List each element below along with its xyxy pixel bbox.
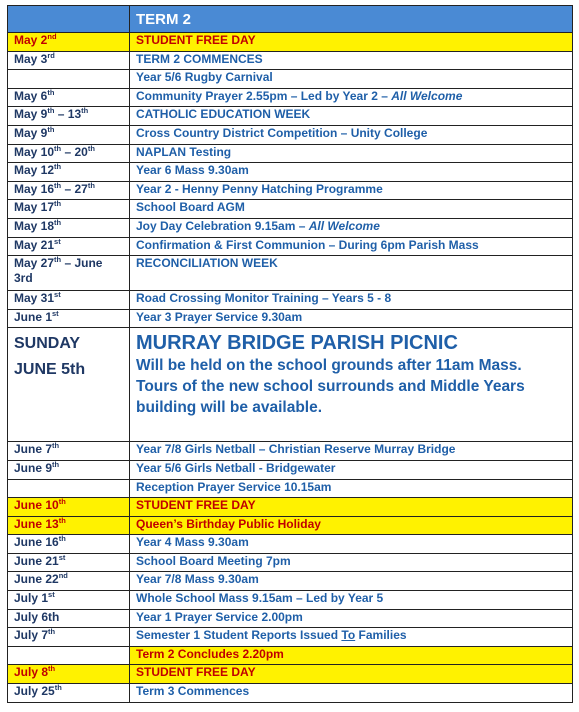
date-cell: May 10th – 20th: [8, 144, 130, 163]
date-cell: [8, 646, 130, 665]
table-row: [8, 572, 573, 591]
event-cell: School Board AGM: [130, 200, 573, 219]
event-cell: Whole School Mass 9.15am – Led by Year 5: [130, 591, 573, 610]
table-row: [8, 88, 573, 107]
table-row: [8, 479, 573, 498]
date-cell: June 21st: [8, 553, 130, 572]
event-cell: Confirmation & First Communion – During 6pm Parish Mass: [130, 237, 573, 256]
table-row: [8, 51, 573, 70]
table-row: [8, 144, 573, 163]
picnic-date: JUNE 5th: [14, 361, 86, 379]
event-cell: Year 4 Mass 9.30am: [130, 535, 573, 554]
event-cell: TERM 2 COMMENCES: [130, 51, 573, 70]
event-cell: Year 6 Mass 9.30am: [130, 163, 573, 182]
date-cell: May 18th: [8, 218, 130, 237]
table-row: [8, 684, 573, 703]
event-cell: Year 1 Prayer Service 2.00pm: [130, 609, 573, 628]
table-row: [8, 498, 573, 517]
event-cell: Year 2 - Henny Penny Hatching Programme: [130, 181, 573, 200]
date-cell: July 25th: [8, 684, 130, 703]
table-row: [8, 535, 573, 554]
term-title: TERM 2: [130, 6, 573, 33]
table-row: [8, 125, 573, 144]
table-row: [8, 256, 573, 291]
picnic-event-cell: [130, 328, 573, 442]
table-row: [8, 181, 573, 200]
date-cell: May 27th – June 3rd: [8, 256, 130, 291]
header-date-cell: [8, 6, 130, 33]
date-cell: [8, 479, 130, 498]
event-cell: Year 7/8 Girls Netball – Christian Reserve Murray Bridge: [130, 442, 573, 461]
event-cell: Year 5/6 Girls Netball - Bridgewater: [130, 460, 573, 479]
table-header: [8, 6, 573, 33]
event-cell: Joy Day Celebration 9.15am – All Welcome: [130, 218, 573, 237]
event-cell: Road Crossing Monitor Training – Years 5 - 8: [130, 291, 573, 310]
table-row: [8, 553, 573, 572]
table-row: [8, 460, 573, 479]
date-cell: June 22nd: [8, 572, 130, 591]
table-row: [8, 200, 573, 219]
table-row-picnic: [8, 328, 573, 442]
picnic-description: Will be held on the school grounds after 11am Mass. Tours of the new school surrounds and Middle Years building will be available.: [136, 357, 525, 417]
date-cell: June 9th: [8, 460, 130, 479]
date-cell: May 6th: [8, 88, 130, 107]
event-cell: STUDENT FREE DAY: [130, 33, 573, 52]
date-cell: June 1st: [8, 309, 130, 328]
table-row: [8, 591, 573, 610]
date-cell: May 9th: [8, 125, 130, 144]
date-cell: June 7th: [8, 442, 130, 461]
event-cell: Reception Prayer Service 10.15am: [130, 479, 573, 498]
event-cell: School Board Meeting 7pm: [130, 553, 573, 572]
date-cell: July 7th: [8, 628, 130, 647]
event-cell: Term 3 Commences: [130, 684, 573, 703]
event-cell: Year 5/6 Rugby Carnival: [130, 70, 573, 89]
table-row: [8, 646, 573, 665]
date-cell: June 13th: [8, 516, 130, 535]
event-cell: CATHOLIC EDUCATION WEEK: [130, 107, 573, 126]
date-cell: July 8th: [8, 665, 130, 684]
event-cell: STUDENT FREE DAY: [130, 498, 573, 517]
table-row: [8, 442, 573, 461]
date-cell: May 16th – 27th: [8, 181, 130, 200]
date-cell: May 2nd: [8, 33, 130, 52]
date-cell: May 17th: [8, 200, 130, 219]
date-cell: May 3rd: [8, 51, 130, 70]
table-row: [8, 107, 573, 126]
picnic-date-cell: [8, 328, 130, 442]
date-cell: June 16th: [8, 535, 130, 554]
event-cell: Year 3 Prayer Service 9.30am: [130, 309, 573, 328]
date-cell: July 6th: [8, 609, 130, 628]
event-cell: NAPLAN Testing: [130, 144, 573, 163]
picnic-title: MURRAY BRIDGE PARISH PICNIC: [136, 332, 458, 355]
date-cell: July 1st: [8, 591, 130, 610]
table-row: [8, 628, 573, 647]
table-row: [8, 516, 573, 535]
table-row: [8, 665, 573, 684]
event-cell: Year 7/8 Mass 9.30am: [130, 572, 573, 591]
date-cell: [8, 70, 130, 89]
date-cell: May 31st: [8, 291, 130, 310]
date-cell: May 9th – 13th: [8, 107, 130, 126]
event-cell: Community Prayer 2.55pm – Led by Year 2 – All Welcome: [130, 88, 573, 107]
date-cell: May 12th: [8, 163, 130, 182]
table-row: [8, 291, 573, 310]
table-row: [8, 218, 573, 237]
table-row: [8, 309, 573, 328]
event-cell: STUDENT FREE DAY: [130, 665, 573, 684]
picnic-day: SUNDAY: [14, 335, 81, 353]
table-row: [8, 70, 573, 89]
event-cell: Term 2 Concludes 2.20pm: [130, 646, 573, 665]
term-calendar-table: [7, 5, 573, 703]
event-cell: RECONCILIATION WEEK: [130, 256, 573, 291]
table-row: [8, 237, 573, 256]
table-row: [8, 163, 573, 182]
date-cell: May 21st: [8, 237, 130, 256]
event-cell: Cross Country District Competition – Unity College: [130, 125, 573, 144]
table-row: [8, 609, 573, 628]
event-cell: Semester 1 Student Reports Issued To Families: [130, 628, 573, 647]
table-row: [8, 33, 573, 52]
date-cell: June 10th: [8, 498, 130, 517]
event-cell: Queen’s Birthday Public Holiday: [130, 516, 573, 535]
